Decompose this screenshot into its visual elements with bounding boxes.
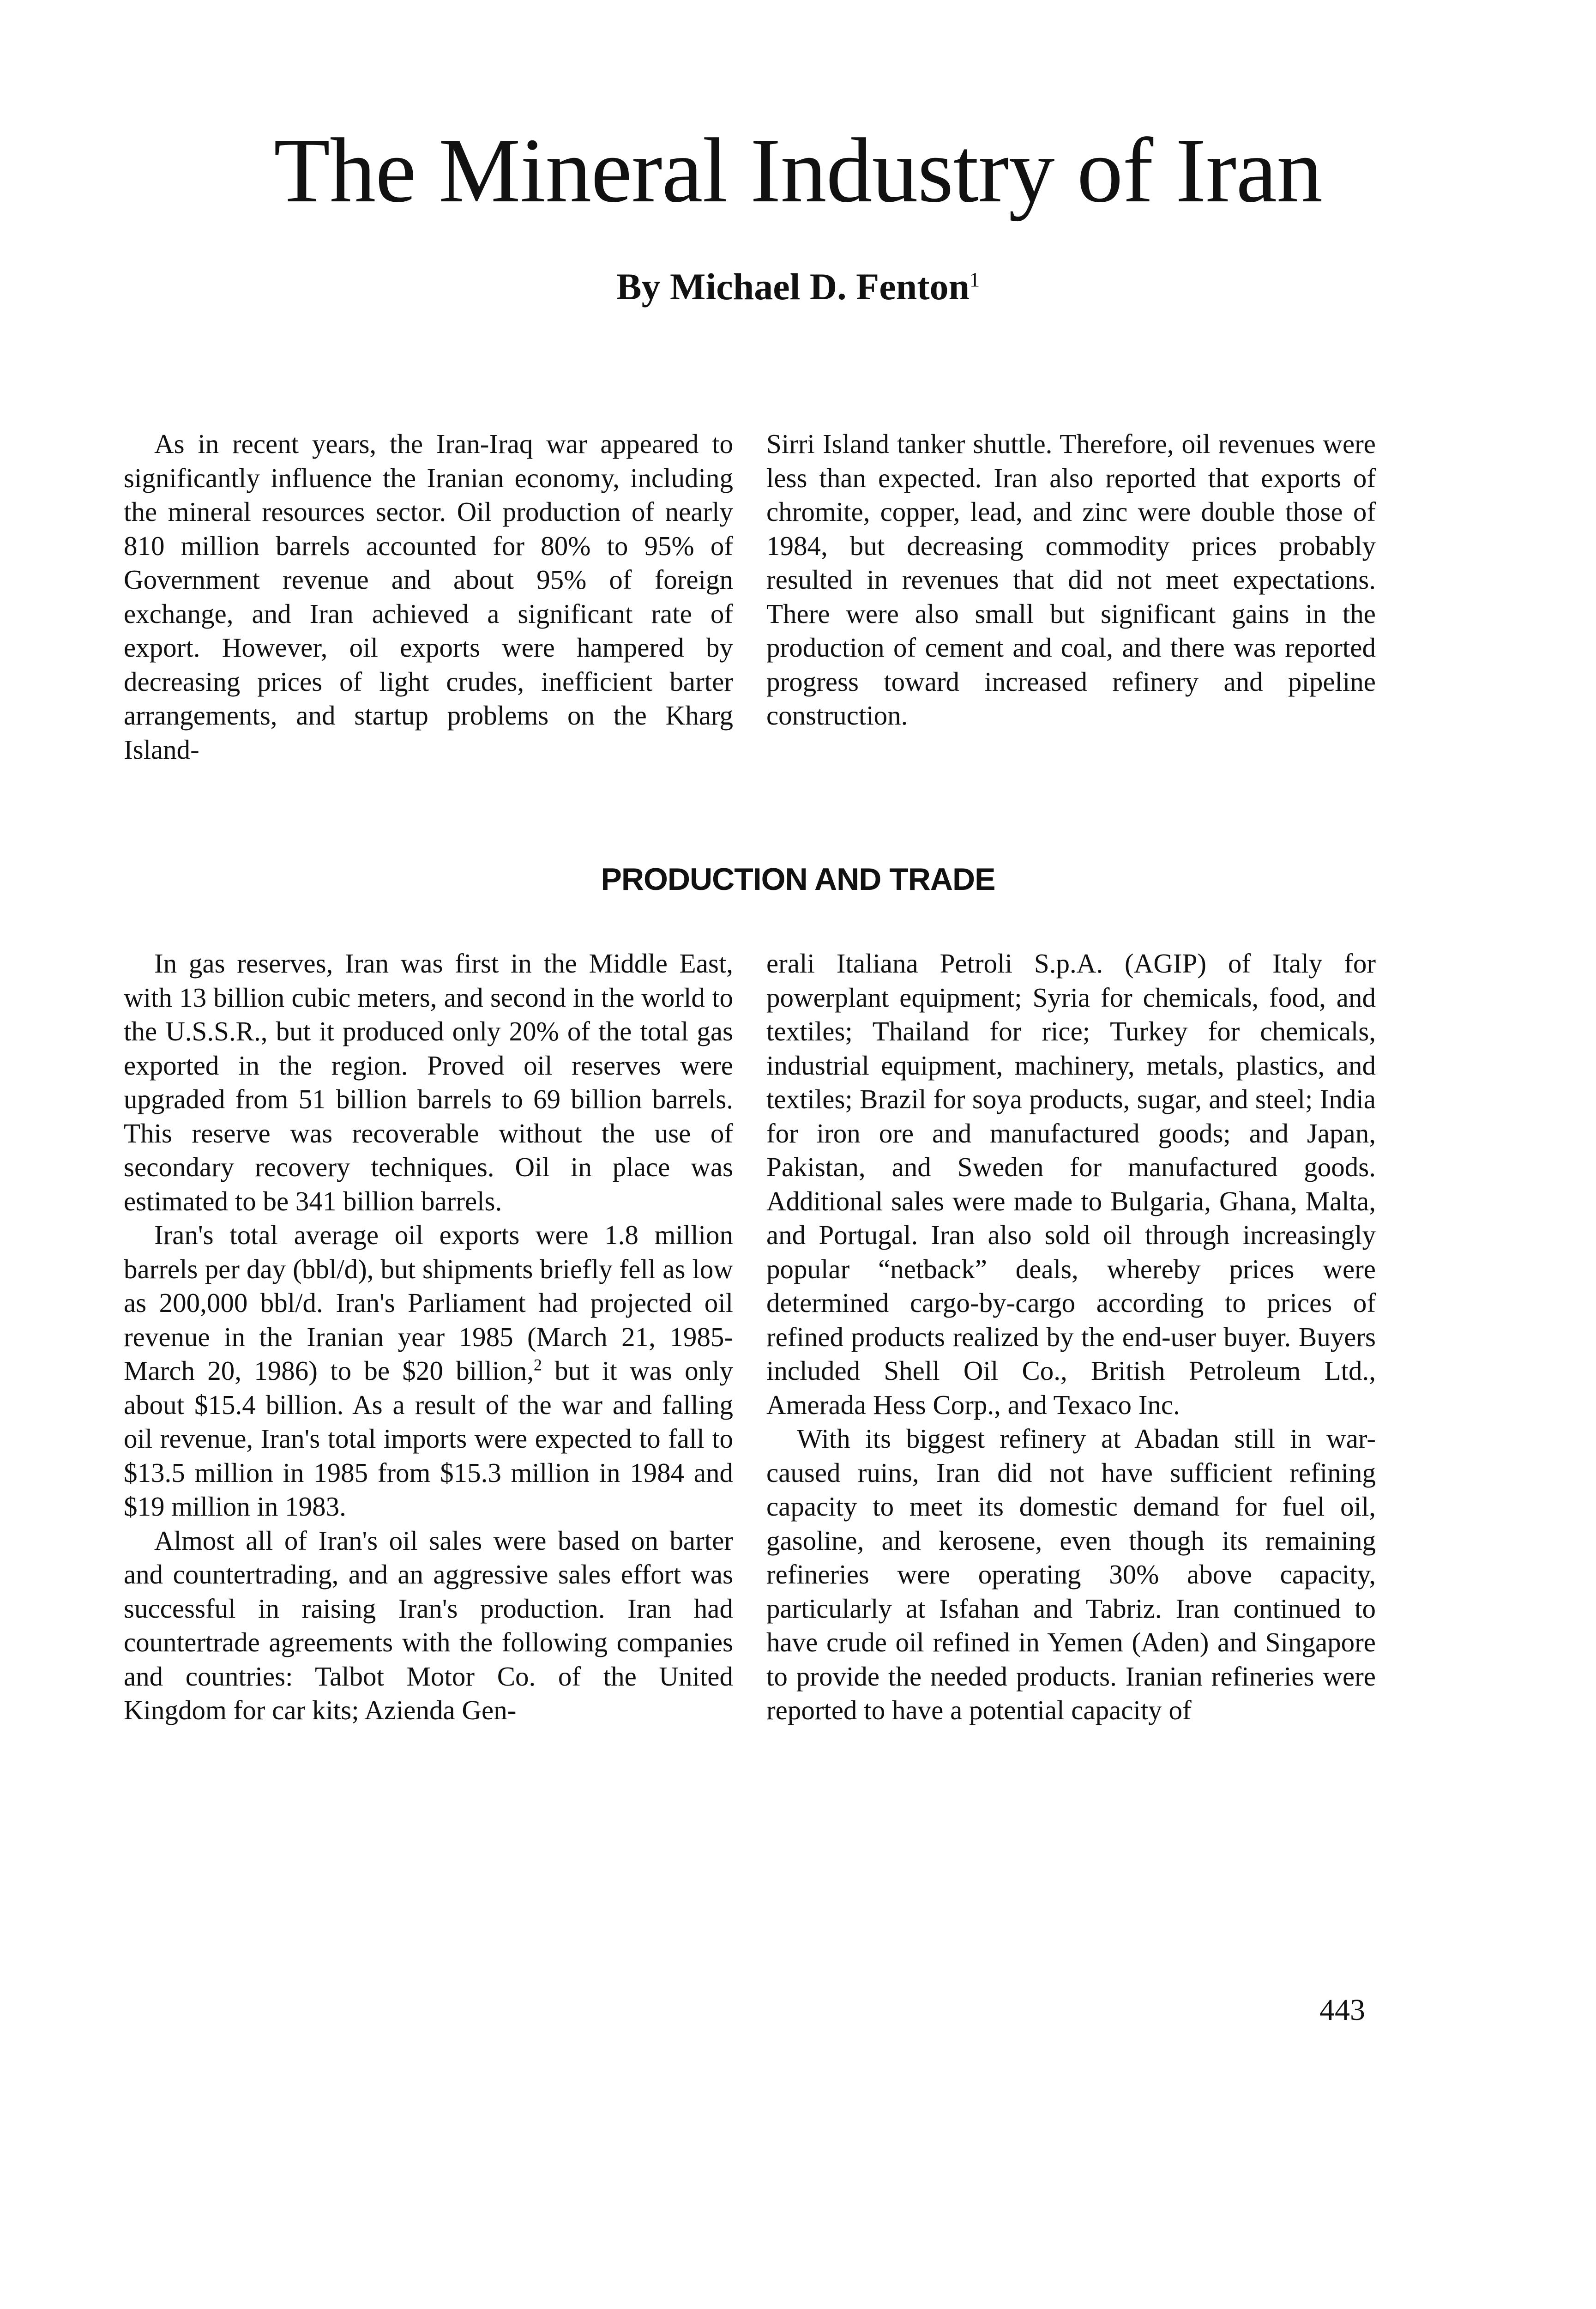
intro-column-right (766, 427, 1376, 733)
page-title: The Mineral Industry of Iran (273, 120, 1323, 222)
body-column-right (766, 947, 1376, 1728)
paragraph-gas-reserves: In gas reserves, Iran was first in the Middle East, with 13 billion cubic meters, and second in the world to the U.S.S.R., but it produced only 20% of the total gas exported in the region. Proved oil reserves were upgraded from 51 billion barrels to 69 billion barrels. This reserve was recoverable without the use of secondary recovery techniques. Oil in place was estimated to be 341 billion barrels. (124, 948, 733, 1216)
paragraph-refining: With its biggest refinery at Abadan still in war-caused ruins, Iran did not have sufficient refining capacity to meet its domestic demand for fuel oil, gasoline, and kerosene, even though its remaining refineries were operating 30% above capacity, particularly at Isfahan and Tabriz. Iran continued to have crude oil refined in Yemen (Aden) and Singapore to provide the needed products. Iranian refineries were reported to have a potential capacity of (766, 1423, 1376, 1725)
intro-paragraph-continued: Sirri Island tanker shuttle. Therefore, oil revenues were less than expected. Iran also reported that exports of chromite, copper, lead, and zinc were double those of 1984, but decreasing commodity prices probably resulted in revenues that did not meet expectations. There were also small but significant gains in the production of cement and coal, and there was reported progress toward increased refinery and pipeline construction. (766, 429, 1376, 731)
body-column-left (124, 947, 733, 1728)
intro-paragraph: As in recent years, the Iran-Iraq war appeared to significantly influence the Iranian economy, including the mineral resources sector. Oil production of nearly 810 million barrels accounted for 80% to 95% of Government revenue and about 95% of foreign exchange, and Iran achieved a significant rate of export. However, oil exports were hampered by decreasing prices of light crudes, inefficient barter arrangements, and startup problems on the Kharg Island- (124, 429, 733, 765)
footnote-marker: 1 (970, 268, 980, 291)
paragraph-countertrade: Almost all of Iran's oil sales were based on barter and countertrading, and an aggressive sales effort was successful in raising Iran's production. Iran had countertrade agreements with the following companies and countries: Talbot Motor Co. of the United Kingdom for car kits; Azienda Gen- (124, 1525, 733, 1725)
paragraph-text: Iran's total average oil exports were 1.8 million barrels per day (bbl/d), but shipments briefly fell as low as 200,000 bbl/d. Iran's Parliament had projected oil revenue in the Iranian year 1985 (March 21, 1985-March 20, 1986) to be $20 billion, (124, 1220, 733, 1386)
paragraph-countertrade-continued: erali Italiana Petroli S.p.A. (AGIP) of Italy for powerplant equipment; Syria for chemicals, food, and textiles; Thailand for rice; Turkey for chemicals, industrial equipment, machinery, metals, plastics, and textiles; Brazil for soya products, sugar, and steel; India for iron ore and manufactured goods; and Japan, Pakistan, and Sweden for manufactured goods. Additional sales were made to Bulgaria, Ghana, Malta, and Portugal. Iran also sold oil through increasingly popular “netback” deals, whereby prices were determined cargo-by-cargo according to prices of refined products realized by the end-user buyer. Buyers included Shell Oil Co., British Petroleum Ltd., Amerada Hess Corp., and Texaco Inc. (766, 948, 1376, 1420)
intro-column-left (124, 427, 733, 767)
paragraph-oil-exports (124, 1218, 733, 1524)
author-name: By Michael D. Fenton (616, 266, 970, 308)
paragraph-text: but it was only about $15.4 billion. As a result of the war and falling oil revenue, Iran's total imports were expected to fall to $13.5 million in 1985 from $15.3 million in 1984 and $19 million in 1983. (124, 1355, 733, 1522)
section-heading: PRODUCTION AND TRADE (601, 862, 995, 897)
author-byline (0, 268, 1596, 306)
footnote-marker: 2 (534, 1355, 542, 1374)
page-number: 443 (1319, 1993, 1365, 2027)
